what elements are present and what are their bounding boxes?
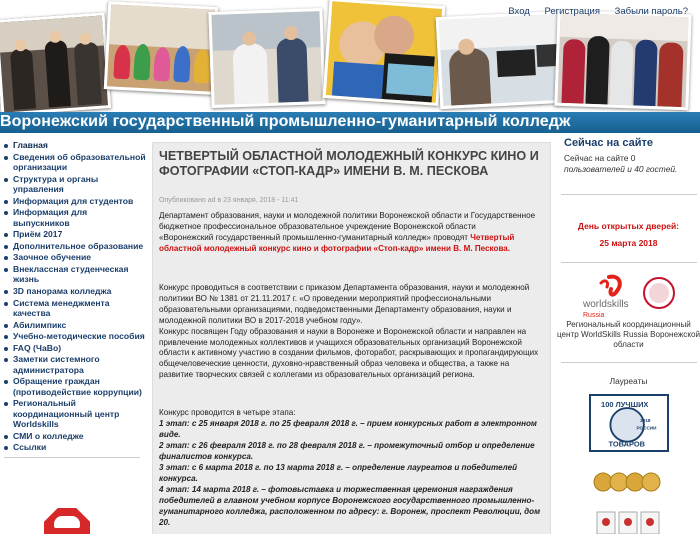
sidebar-item-manuals[interactable] [0, 331, 146, 341]
sidebar-item-label[interactable]: Ссылки [13, 442, 47, 453]
article-meta: Опубликовано ad в 23 января, 2018 - 11:41 [159, 197, 299, 204]
sidebar-item-faq[interactable] [0, 343, 146, 353]
sidebar-item-appeals[interactable] [0, 376, 146, 397]
header [0, 0, 700, 112]
article-text: Конкурс проводиться в соответствии с приказом Департамента образования, науки и молодежной политики ВО № 1381 от 21.11.2017 г. «О проведении мероприятий профессиональными образовательными организациями, подведомственными Департаменту образования, науки и молодежной политики ВО в 2017-2018 учебном году». [159, 283, 530, 325]
badge-top-text: 100 ЛУЧШИХ [601, 400, 649, 410]
article [152, 142, 551, 534]
stage-item [159, 419, 545, 441]
stop-corruption-icon[interactable] [44, 508, 90, 534]
worldskills-logo-text: worldskills [583, 299, 629, 310]
sidebar-item-label[interactable]: Заметки системного администратора [13, 354, 100, 375]
stage-item [159, 463, 545, 485]
stage-label: 1 этап: [159, 419, 190, 428]
sidebar-item-label[interactable]: Обращение граждан (противодействие коррупции) [13, 376, 142, 397]
article-text: Департамент образования, науки и молодежной политики Воронежской области и Государственное бюджетное профессиональное образовательное учреждение Воронежской области [159, 211, 536, 231]
article-paragraph [159, 283, 545, 381]
sidebar-item-graduates[interactable] [0, 207, 146, 228]
laureates-title: Лауреаты [609, 376, 648, 386]
sidebar-item-students[interactable] [0, 196, 146, 206]
login-link[interactable]: Вход [508, 6, 530, 17]
open-day-block[interactable] [557, 218, 700, 252]
sidebar-item-label[interactable]: Внеклассная студенческая жизнь [13, 263, 129, 285]
badge-year-text: 2018 [640, 418, 651, 424]
header-photo-4 [323, 0, 446, 106]
divider [561, 194, 697, 195]
sidebar-item-extra-education[interactable] [0, 241, 146, 251]
sidebar-item-worldskills[interactable] [0, 398, 146, 429]
gold-medals-icon[interactable] [593, 464, 665, 500]
register-link[interactable]: Регистрация [544, 6, 601, 17]
article-text: Конкурс посвящен Году образования и науки в Воронеже и Воронежской области и направлен на привлечение молодежных коллективов и учащихся образовательных организаций Воронежской области к активному участию в создании фильмов, фоторабот, раскрывающих и пропагандирующих общечеловеческие ценности, духовно-нравственный образ человека и общества, а также на развитие творческих связей с коллегами из образовательных организаций региона. [159, 326, 539, 380]
badge-bottom-text: ТОВАРОВ [608, 439, 646, 449]
open-day-label: День открытых дверей: [577, 221, 680, 231]
stage-label: 2 этап: [159, 441, 190, 450]
sidebar-item-label[interactable]: Учебно-методические пособия [13, 331, 145, 342]
article-paragraph [159, 211, 545, 255]
header-photo-6 [554, 10, 691, 111]
online-block-title: Сейчас на сайте [564, 137, 653, 149]
divider [4, 457, 140, 458]
contest-name: Четвертый областной молодежный конкурс кино и фотографии «Стоп-кадр» имени В. М. Пескова. [159, 232, 515, 253]
sidebar-item-label[interactable]: Сведения об образовательной организации [13, 151, 146, 172]
sidebar-item-label[interactable]: Абилимпикс [13, 319, 67, 330]
sidebar-item-structure[interactable] [0, 174, 146, 195]
worldskills-logo-country: Russia [583, 312, 605, 319]
stage-item [159, 485, 545, 529]
header-photo-2 [104, 1, 218, 95]
sidebar-item-media[interactable] [0, 431, 146, 441]
site-title[interactable]: Воронежский государственный промышленно-гуманитарный колледж [0, 113, 571, 130]
sidebar-item-home[interactable] [0, 140, 146, 150]
stage-label: 4 этап: [159, 485, 190, 494]
divider [561, 262, 697, 263]
sidebar-item-label[interactable]: Информация для выпускников [13, 207, 88, 228]
sidebar-item-3d-panorama[interactable] [0, 286, 146, 296]
sidebar-item-label[interactable]: Главная [13, 140, 48, 150]
sidebar-item-label[interactable]: 3D панорама колледжа [13, 285, 112, 296]
sidebar-item-label[interactable]: Региональный координационный центр Worldskills [13, 398, 120, 430]
right-sidebar [557, 136, 700, 534]
stage-item [159, 441, 545, 463]
sidebar-item-student-life[interactable] [0, 264, 146, 285]
worldskills-logo[interactable] [579, 273, 679, 323]
header-photo-3 [208, 8, 325, 108]
sidebar-item-label[interactable]: Заочное обучение [13, 252, 92, 263]
sidebar-item-quality[interactable] [0, 298, 146, 319]
site-banner [0, 112, 700, 133]
online-status [564, 153, 696, 174]
article-paragraph [159, 408, 545, 419]
sidebar-item-info[interactable] [0, 152, 146, 173]
sidebar-item-label[interactable]: FAQ (ЧаВо) [13, 342, 62, 353]
sidebar-item-label[interactable]: Структура и органы управления [13, 173, 99, 194]
stage-text: с 26 февраля 2018 г. по 28 февраля 2018 г. – промежуточный отбор и определение финалистов конкурса. [159, 441, 535, 461]
header-photo-1 [0, 12, 111, 112]
sidebar-item-sysadmin[interactable] [0, 354, 146, 375]
stage-label: 3 этап: [159, 463, 190, 472]
divider [561, 362, 697, 363]
worldskills-caption[interactable]: Региональный координационный центр WorldSkills Russia Воронежской области [557, 320, 700, 350]
online-users: пользователей и 40 гостей. [564, 163, 678, 174]
badge-country-text: РОССИИ [636, 425, 657, 431]
forgot-password-link[interactable]: Забыли пароль? [614, 6, 688, 17]
header-photo-5 [436, 11, 565, 109]
open-day-date: 25 марта 2018 [599, 238, 658, 248]
article-text: Конкурс проводится в четыре этапа: [159, 408, 296, 417]
sidebar-item-distance[interactable] [0, 252, 146, 262]
sidebar-item-label[interactable]: Дополнительное образование [13, 240, 144, 251]
user-links [496, 6, 688, 17]
sidebar-item-label[interactable]: Информация для студентов [13, 195, 134, 206]
stage-text: 14 марта 2018 г. – фотовыставка и торжественная церемония награждения победителей в главном учебном корпусе Воронежского государственного промышленно-гуманитарного колледжа, расположенном по адресу: г. Воронеж, проспект Революции, дом 20. [159, 485, 541, 527]
sidebar-item-label[interactable]: Приём 2017 [13, 229, 63, 240]
sidebar-item-links[interactable] [0, 442, 146, 452]
article-title: ЧЕТВЕРТЫЙ ОБЛАСТНОЙ МОЛОДЕЖНЫЙ КОНКУРС КИНО И ФОТОГРАФИИ «СТОП-КАДР» ИМЕНИ В. М. ПЕСКОВА [159, 149, 539, 178]
sidebar-menu [0, 140, 146, 462]
online-prefix: Сейчас на сайте 0 [564, 153, 636, 163]
stage-text: с 6 марта 2018 г. по 13 марта 2018 г. – определение лауреатов и победителей конкурса. [159, 463, 518, 483]
top-100-goods-badge-icon[interactable] [589, 394, 669, 452]
stage-text: с 25 января 2018 г. по 25 февраля 2018 г. – прием конкурсных работ в электронном виде. [159, 419, 537, 439]
sidebar-item-label[interactable]: Система менеджмента качества [13, 297, 110, 318]
sidebar-item-label[interactable]: СМИ о колледже [13, 430, 84, 441]
sidebar-item-admission[interactable] [0, 229, 146, 239]
article-text: «Воронежский государственный промышленно-гуманитарный колледж» проводят [159, 232, 468, 242]
award-diplomas-icon[interactable] [595, 508, 663, 534]
sidebar-item-abilympics[interactable] [0, 320, 146, 330]
